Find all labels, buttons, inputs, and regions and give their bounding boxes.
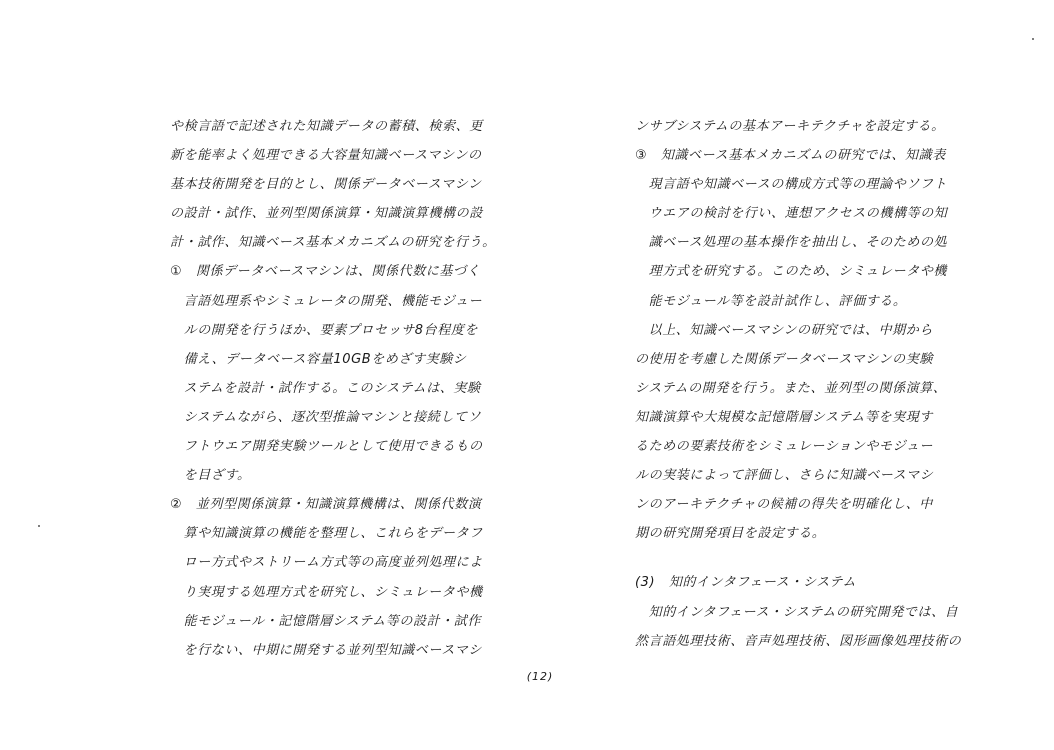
right-column [635,112,980,656]
text-line: の設計・試作、並列型関係演算・知識演算機構の設 [170,206,483,222]
text-line: システムの開発を行う。また、並列型の関係演算、 [635,380,947,396]
scan-speck [38,525,40,527]
text-line: ロー方式やストリーム方式等の高度並列処理によ [170,555,483,571]
list-item-1: ① 関係データベースマシンは、関係代数に基づく [170,264,481,280]
text-line: 能モジュール・記憶階層システム等の設計・試作 [170,613,481,629]
list-item-3: ③ 知識ベース基本メカニズムの研究では、知識表 [635,148,946,164]
text-line: ルの開発を行うほか、要素プロセッサ8台程度を [170,322,479,338]
text-line: 識ベース処理の基本操作を抽出し、そのための処 [635,235,948,251]
text-line: 備え、データベース容量10GBをめざす実験シ [170,351,467,367]
paragraph-start: 以上、知識ベースマシンの研究では、中期から [635,322,933,338]
text-line: 現言語や知識ベースの構成方式等の理論やソフト [635,177,948,193]
text-line: 期の研究開発項目を設定する。 [635,526,826,542]
section-heading: (3) 知的インタフェース・システム [635,575,857,591]
text-line: 算や知識演算の機能を整理し、これらをデータフ [170,526,483,542]
scan-speck [1032,38,1034,40]
text-line: るための要素技術をシミュレーションやモジュー [635,439,934,455]
text-line: ンのアーキテクチャの候補の得失を明確化し、中 [635,497,933,513]
page-number: (12) [526,670,554,683]
text-line: ルの実装によって評価し、さらに知識ベースマシ [635,468,934,484]
text-line: 新を能率よく処理できる大容量知識ベースマシンの [170,148,482,164]
text-line: 基本技術開発を目的とし、関係データベースマシン [170,177,482,193]
text-line: 計・試作、知識ベース基本メカニズムの研究を行う。 [170,235,496,251]
text-line: 然言語処理技術、音声処理技術、図形画像処理技術の [635,633,962,649]
text-line: 言語処理系やシミュレータの開発、機能モジュー [170,293,483,309]
text-line: や検言語で記述された知識データの蓄積、検索、更 [170,119,483,134]
text-line: を行ない、中期に開発する並列型知識ベースマシ [170,642,482,658]
left-column [170,112,515,665]
text-line: フトウエア開発実験ツールとして使用できるもの [170,439,483,455]
text-line: り実現する処理方式を研究し、シミュレータや機 [170,584,483,600]
list-item-2: ② 並列型関係演算・知識演算機構は、関係代数演 [170,497,482,513]
text-line: 能モジュール等を設計試作し、評価する。 [635,293,907,309]
text-line: 知識演算や大規模な記憶階層システム等を実現す [635,409,933,425]
text-line: 理方式を研究する。このため、シミュレータや機 [635,264,948,280]
text-line: 知的インタフェース・システムの研究開発では、自 [635,604,959,620]
text-line: ンサブシステムの基本アーキテクチャを設定する。 [635,119,945,134]
text-line: を目ざす。 [170,468,251,484]
text-line: ウエアの検討を行い、連想アクセスの機構等の知 [635,206,948,222]
text-line: の使用を考慮した関係データベースマシンの実験 [635,351,933,367]
text-line: システムながら、逐次型推論マシンと接続してソ [170,409,482,425]
text-line: ステムを設計・試作する。このシステムは、実験 [170,380,481,396]
